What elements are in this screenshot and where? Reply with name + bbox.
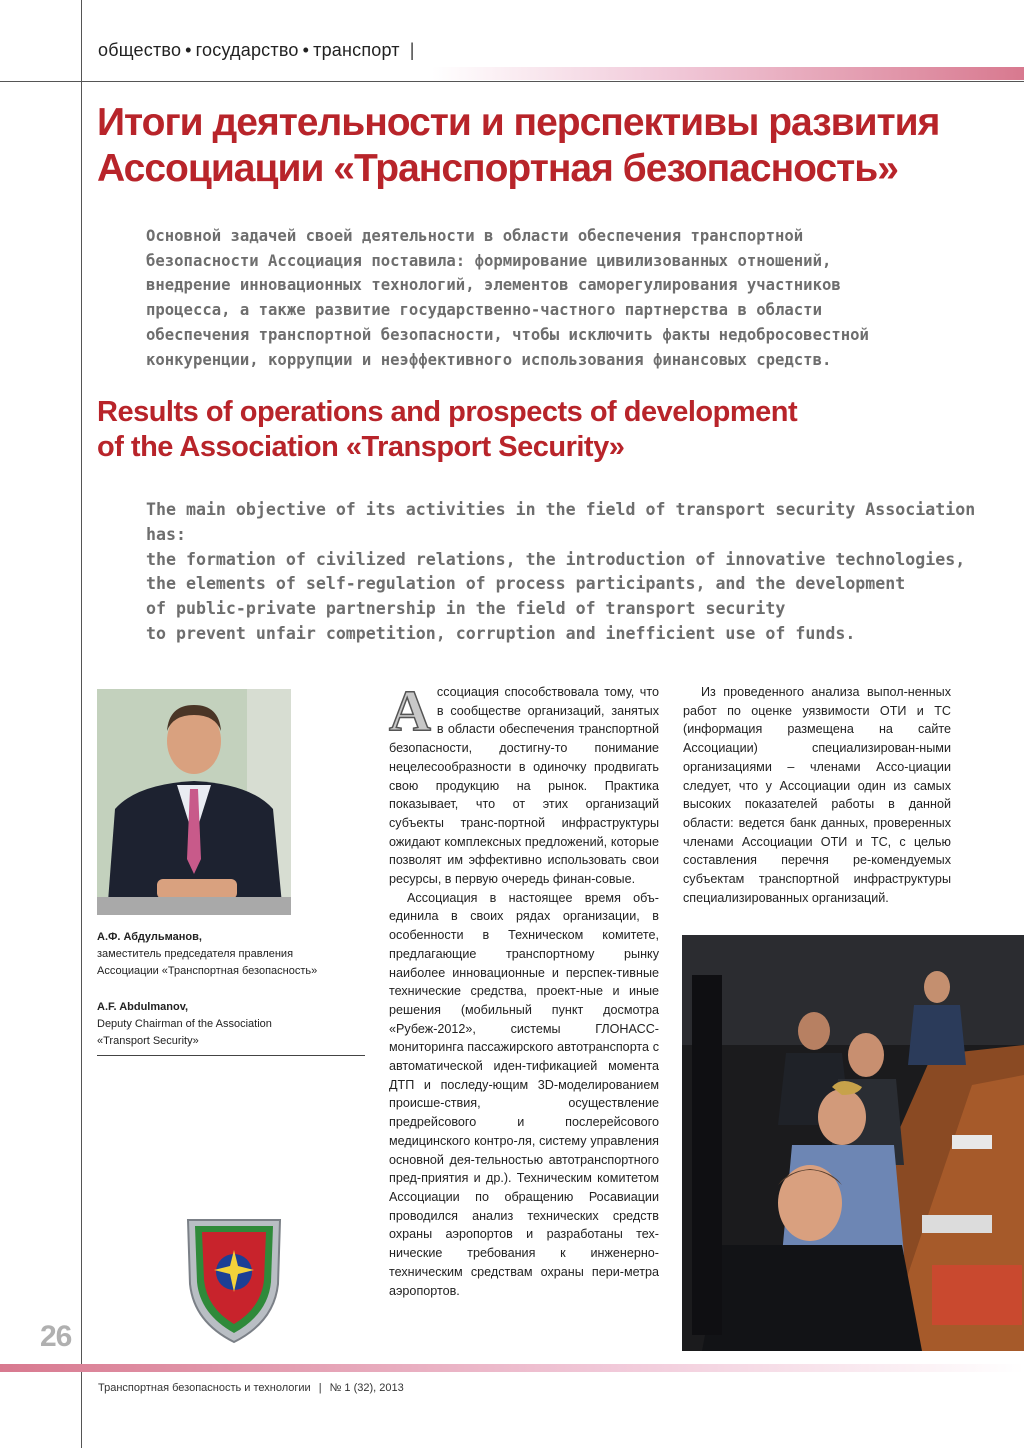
- article-lead-en: The main objective of its activities in the field of transport security Association has: the formation of civilized relations, the introduction of innovative technologies, the elements of self-regulation of process participants, and the development of public-private partnership in the field of transport security to prevent unfair competition, corruption and inefficient use of funds.: [146, 500, 976, 643]
- page-footer: [98, 1382, 404, 1394]
- association-emblem: [184, 1214, 284, 1346]
- author-portrait-photo: [97, 689, 291, 915]
- author-caption-ru: [97, 929, 367, 980]
- section-part: государство: [195, 40, 299, 60]
- body-paragraph: Ассоциация в настоящее время объ-единила в своих рядах организации, в особенности в Техническом комитете, предлагающие транспортному рынку наиболее инновационные и перспек-тивные технические средства, проект-ные и иные решения (мобильный пункт досмотра «Рубеж-2012», системы ГЛОНАСС-мониторинга пассажирского автотранспорта с автоматической иден-тификацией момента ДТП и последу-ющим 3D-моделированием происше-ствия, осуществление предрейсового и послерейсового медицинского контро-ля, систему управления основной дея-тельностью автотранспортного пред-приятия и др.). Техническим комитетом Ассоциации по обращению Росавиации проводился анализ технических средств охраны аэропортов и разработаны тех-нические требования к инженерно-техническим средствам охраны пери-метра аэропортов.: [389, 890, 659, 1298]
- bullet: •: [302, 40, 310, 60]
- article-title-en: Results of operations and prospects of development of the Association «Transport Security»: [97, 396, 798, 463]
- section-header: [98, 40, 415, 61]
- section-part: транспорт: [313, 40, 400, 60]
- author-position-ru-line2: Ассоциации «Транспортная безопасность»: [97, 965, 318, 977]
- page-number: 26: [40, 1320, 72, 1353]
- caption-rule: [97, 1055, 365, 1056]
- author-position-en-line1: Deputy Chairman of the Association: [97, 1018, 272, 1030]
- header-rule: [0, 81, 1024, 82]
- author-position-ru-line1: заместитель председателя правления: [97, 948, 294, 960]
- section-part: общество: [98, 40, 182, 60]
- body-column-2: [683, 683, 951, 907]
- footer-issue: № 1 (32), 2013: [329, 1382, 404, 1394]
- header-accent-bar: [432, 67, 1024, 80]
- body-column-1: [389, 678, 659, 1300]
- author-name-ru: А.Ф. Абдульманов,: [97, 931, 202, 943]
- footer-separator: |: [318, 1382, 322, 1394]
- paragraph-text: ссоциация способствовала тому, что в сообществе организаций, занятых в области обеспечения транспортной безопасности, достигну-то понимание нецелесообразности в одиночку продвигать свою продукцию на рынок. Практика показывает, что от этих организаций субъекты транс-портной инфраструктуры ожидают комплексных предложений, которые позволят им эффективно использовать свои ресурсы, в первую очередь финан-совые.: [389, 685, 659, 887]
- footer-journal: Транспортная безопасность и технологии: [98, 1382, 311, 1394]
- article-title-ru: Итоги деятельности и перспективы развития Ассоциации «Транспортная безопасность»: [97, 101, 940, 190]
- article-lead-ru: Основной задачей своей деятельности в области обеспечения транспортной безопасности Ассоциация поставила: формирование цивилизованных отношений, внедрение инновационных технологий, элементов саморегулирования участников процесса, а также развитие государственно-частного партнерства в области обеспечения транспортной безопасности, чтобы исключить факты недобросовестной конкуренции, коррупции и неэффективного использования финансовых средств.: [146, 227, 869, 369]
- drop-cap: А: [389, 678, 431, 743]
- author-caption-en: [97, 999, 367, 1050]
- header-separator: |: [409, 40, 415, 60]
- body-paragraph: Из проведенного анализа выпол-ненных работ по оценке уязвимости ОТИ и ТС (информация размещена на сайте Ассоциации) специализирован-ными организациями – членами Ассо-циации следует, что у Ассоциации один из самых высоких показателей работы в данной области: ведется банк данных, проверенных членами Ассоциации ОТИ и ТС, с целью составления перечня ре-комендуемых субъектам транспортной инфраструктуры специализированных организаций.: [683, 685, 951, 905]
- author-name-en: A.F. Abdulmanov,: [97, 1001, 189, 1013]
- shield-emblem-icon: [184, 1214, 284, 1346]
- meeting-photo: [682, 935, 1024, 1351]
- meeting-illustration: [682, 935, 1024, 1351]
- body-paragraph: [389, 678, 659, 889]
- bullet: •: [185, 40, 192, 60]
- portrait-illustration: [97, 689, 291, 915]
- author-position-en-line2: «Transport Security»: [97, 1035, 199, 1047]
- footer-accent-bar: [0, 1364, 1024, 1372]
- left-margin-rule: [81, 0, 82, 1448]
